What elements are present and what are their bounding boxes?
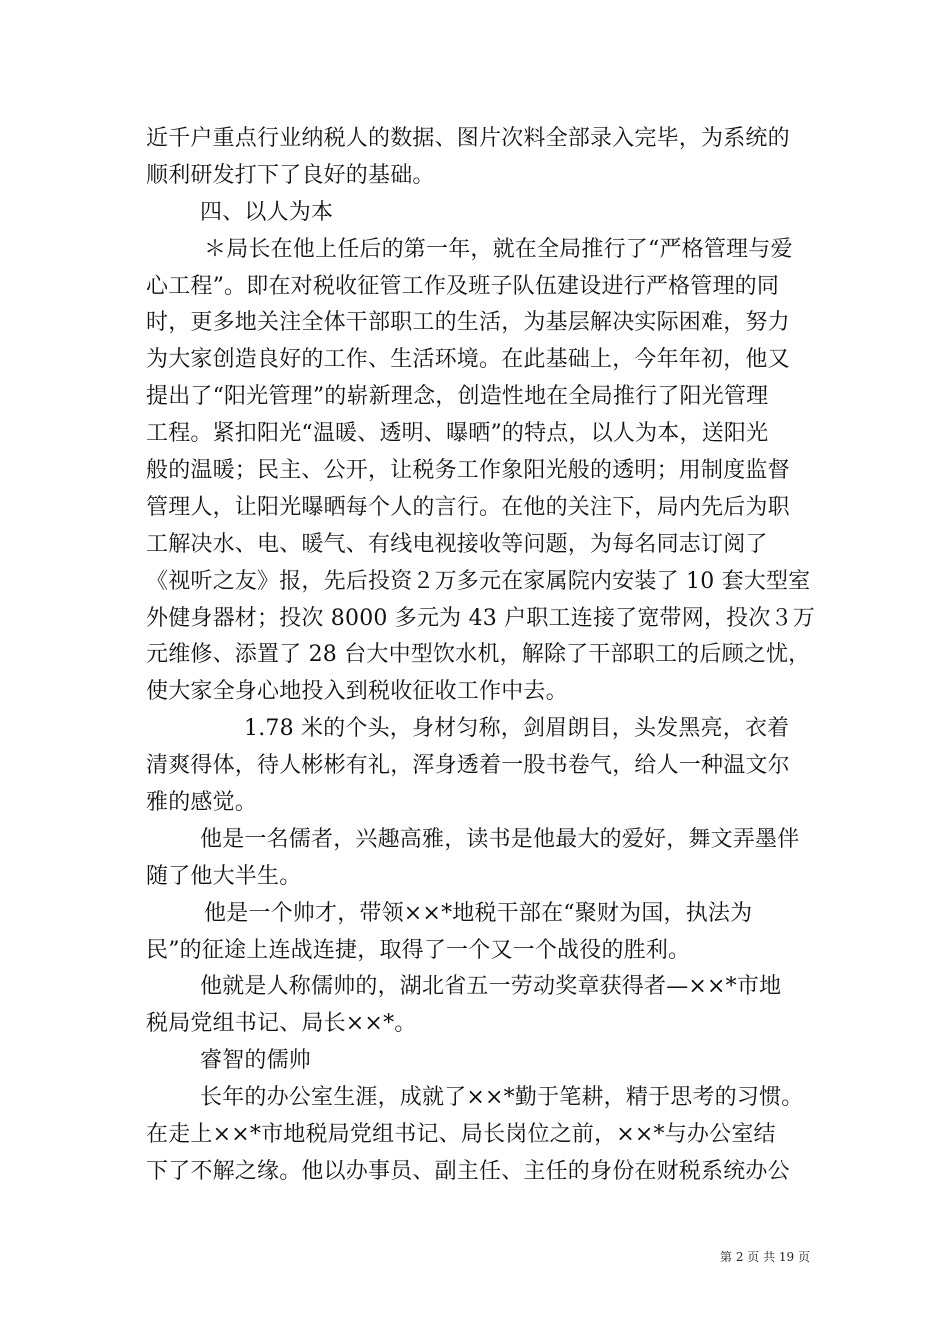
text-line: 四、以人为本	[200, 199, 334, 225]
text-line: 雅的感觉。	[146, 790, 258, 816]
text-line: 随了他大半生。	[146, 863, 302, 889]
text-line: 为大家创造良好的工作、生活环境。在此基础上，今年年初，他又	[146, 347, 790, 373]
text-line: 外健身器材；投次 8000 多元为 43 户职工连接了宽带网，投次３万	[146, 605, 815, 631]
page-number: 第 2 页 共 19 页	[720, 1250, 810, 1264]
text-line: 下了不解之缘。他以办事员、副主任、主任的身份在财税系统办公	[146, 1158, 790, 1184]
text-line: 管理人，让阳光曝晒每个人的言行。在他的关注下，局内先后为职	[146, 494, 790, 520]
text-line: 1.78 米的个头，身材匀称，剑眉朗目，头发黑亮，衣着	[244, 716, 790, 742]
text-line: 元维修、添置了 28 台大中型饮水机，解除了干部职工的后顾之忧，	[146, 642, 811, 668]
text-line: 民”的征途上连战连捷，取得了一个又一个战役的胜利。	[146, 937, 691, 963]
text-line: 般的温暖；民主、公开，让税务工作象阳光般的透明；用制度监督	[146, 458, 790, 484]
text-line: 在走上××*市地税局党组书记、局长岗位之前，××*与办公室结	[146, 1122, 776, 1148]
document-body	[146, 121, 815, 1191]
text-line: 提出了“阳光管理”的崭新理念，创造性地在全局推行了阳光管理	[146, 384, 769, 410]
text-line: ＊局长在他上任后的第一年，就在全局推行了“严格管理与爱	[204, 236, 793, 262]
text-line: 《视听之友》报，先后投资２万多元在家属院内安装了 10 套大型室	[146, 568, 811, 594]
text-line: 时，更多地关注全体干部职工的生活，为基层解决实际困难，努力	[146, 310, 790, 336]
text-line: 近千户重点行业纳税人的数据、图片次料全部录入完毕，为系统的	[146, 126, 790, 151]
text-line: 税局党组书记、局长××*。	[146, 1011, 417, 1037]
text-line: 使大家全身心地投入到税收征收工作中去。	[146, 679, 568, 705]
text-line: 心工程”。即在对税收征管工作及班子队伍建设进行严格管理的同	[146, 273, 780, 299]
text-line: 他是一名儒者，兴趣高雅，读书是他最大的爱好，舞文弄墨伴	[200, 826, 800, 852]
text-line: 他就是人称儒帅的，湖北省五一劳动奖章获得者—××*市地	[200, 974, 782, 1000]
text-line: 清爽得体，待人彬彬有礼，浑身透着一股书卷气，给人一种温文尔	[146, 753, 790, 779]
text-line: 长年的办公室生涯，成就了××*勤于笔耕，精于思考的习惯。	[200, 1085, 804, 1111]
text-line: 顺利研发打下了良好的基础。	[146, 162, 435, 188]
text-line: 他是一个帅才，带领××*地税干部在“聚财为国，执法为	[204, 900, 753, 926]
text-line: 睿智的儒帅	[200, 1048, 312, 1074]
text-line: 工解决水、电、暖气、有线电视接收等问题，为每名同志订阅了	[146, 531, 768, 557]
text-line: 工程。紧扣阳光“温暖、透明、曝晒”的特点，以人为本，送阳光	[146, 421, 769, 447]
